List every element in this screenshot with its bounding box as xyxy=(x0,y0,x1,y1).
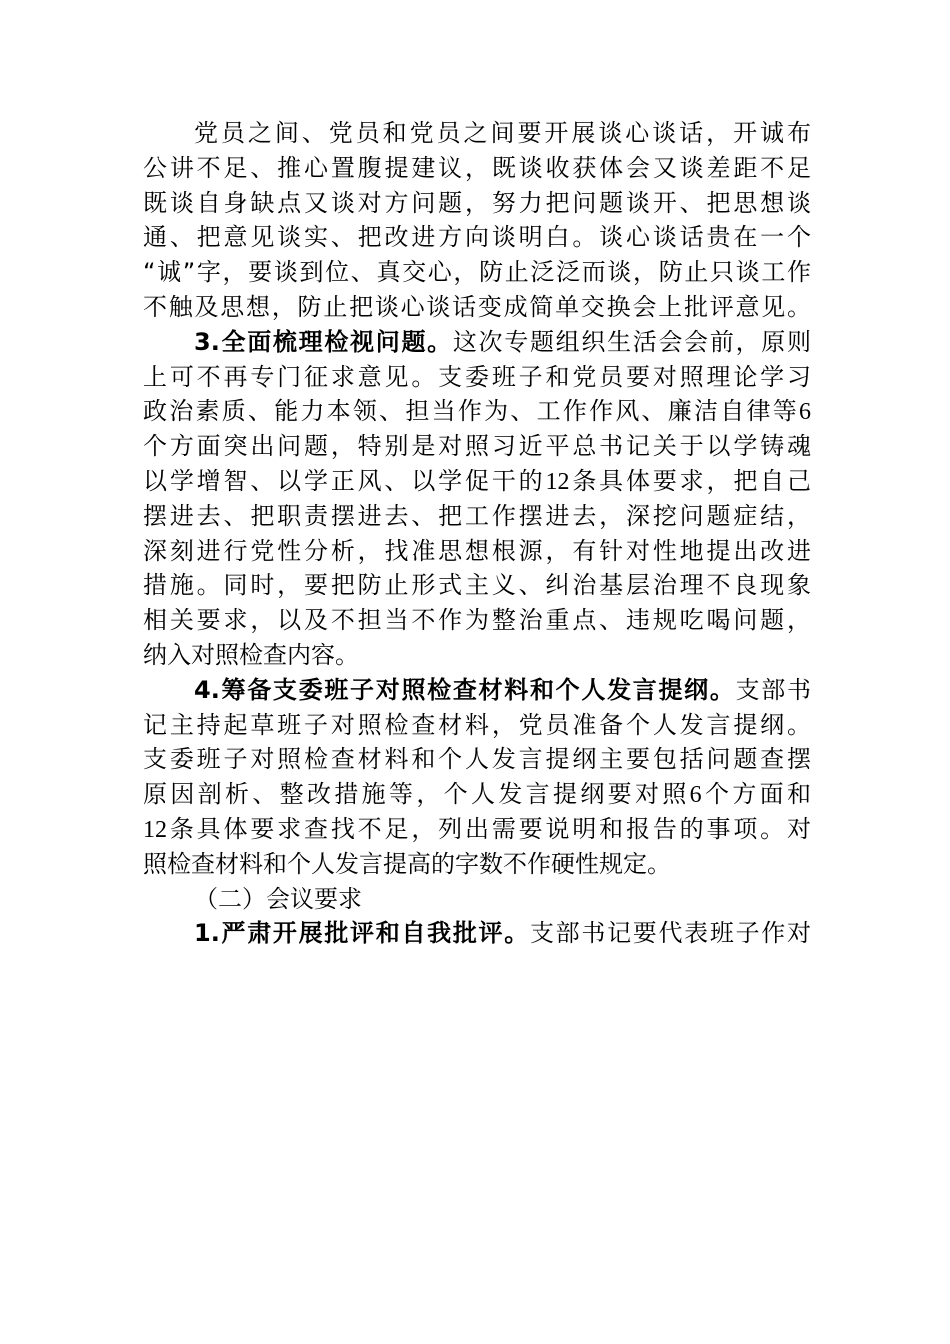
paragraph-line xyxy=(143,638,811,673)
text-run: 照检查材料和个人发言提高的字数不作硬性规定。 xyxy=(143,849,671,878)
text-run: 这次专题组织生活会会前，原则 xyxy=(452,327,811,356)
paragraph-line xyxy=(143,255,811,290)
paragraph-line xyxy=(143,151,811,186)
number-run: 12 xyxy=(545,468,570,495)
paragraph-line xyxy=(143,360,811,395)
paragraph-line xyxy=(143,742,811,777)
text-run: 措施。同时，要把防止形式主义、纠治基层治理不良现象 xyxy=(143,571,811,600)
text-run: 上可不再专门征求意见。支委班子和党员要对照理论学习 xyxy=(143,362,811,391)
paragraph-line xyxy=(143,464,811,499)
number-run: 12 xyxy=(143,816,167,843)
text-run: 记主持起草班子对照检查材料，党员准备个人发言提纲。 xyxy=(143,710,811,739)
paragraph-line xyxy=(143,812,811,847)
text-run: 个方面突出问题，特别是对照习近平总书记关于以学铸魂 xyxy=(143,432,811,461)
text-run: 公讲不足、推心置腹提建议，既谈收获体会又谈差距不足 xyxy=(143,153,811,182)
text-run: 不触及思想，防止把谈心谈话变成简单交换会上批评意见。 xyxy=(143,292,811,321)
text-run: 原因剖析、整改措施等，个人发言提纲要对照 xyxy=(143,780,690,809)
text-run: 支部书记要代表班子作对 xyxy=(529,919,811,948)
paragraph-line xyxy=(143,916,811,951)
text-run: 支部书 xyxy=(735,675,811,704)
paragraph-line xyxy=(143,429,811,464)
paragraph-line xyxy=(143,394,811,429)
paragraph-line xyxy=(143,220,811,255)
paragraph-line xyxy=(143,186,811,221)
text-run: “诚”字，要谈到位、真交心，防止泛泛而谈，防止只谈工作 xyxy=(143,258,811,287)
number-run: 6 xyxy=(799,399,811,426)
paragraph-line xyxy=(143,708,811,743)
paragraph-line xyxy=(143,568,811,603)
section-heading: 3.全面梳理检视问题。 xyxy=(194,327,453,356)
paragraph-line xyxy=(143,603,811,638)
text-run: 条具体要求查找不足，列出需要说明和报告的事项。对 xyxy=(167,814,811,843)
document-body xyxy=(143,116,811,951)
paragraph-line xyxy=(143,116,811,151)
text-run: 既谈自身缺点又谈对方问题，努力把问题谈开、把思想谈 xyxy=(143,188,811,217)
paragraph-line xyxy=(143,777,811,812)
text-run: （二）会议要求 xyxy=(194,884,362,913)
paragraph-line xyxy=(143,325,811,360)
text-run: 支委班子对照检查材料和个人发言提纲主要包括问题查摆 xyxy=(143,745,811,774)
text-run: 摆进去、把职责摆进去、把工作摆进去，深挖问题症结， xyxy=(143,501,811,530)
text-run: 党员之间、党员和党员之间要开展谈心谈话，开诚布 xyxy=(194,119,811,147)
paragraph-line xyxy=(143,290,811,325)
text-run: 纳入对照检查内容。 xyxy=(143,640,359,669)
text-run: 通、把意见谈实、把改进方向谈明白。谈心谈话贵在一个 xyxy=(143,223,811,252)
paragraph-line xyxy=(143,534,811,569)
subsection-heading xyxy=(143,882,811,917)
text-run: 以学增智、以学正风、以学促干的 xyxy=(143,466,546,495)
text-run: 条具体要求，把自己 xyxy=(569,466,811,495)
text-run: 个方面和 xyxy=(701,780,811,809)
paragraph-line xyxy=(143,847,811,882)
paragraph-line xyxy=(143,499,811,534)
number-run: 6 xyxy=(689,782,702,809)
text-run: 政治素质、能力本领、担当作为、工作作风、廉洁自律等 xyxy=(143,397,799,426)
section-heading: 1.严肃开展批评和自我批评。 xyxy=(194,919,530,948)
paragraph-line xyxy=(143,673,811,708)
text-run: 相关要求，以及不担当不作为整治重点、违规吃喝问题， xyxy=(143,606,811,635)
section-heading: 4.筹备支委班子对照检查材料和个人发言提纲。 xyxy=(194,675,736,704)
text-run: 深刻进行党性分析，找准思想根源，有针对性地提出改进 xyxy=(143,536,811,565)
